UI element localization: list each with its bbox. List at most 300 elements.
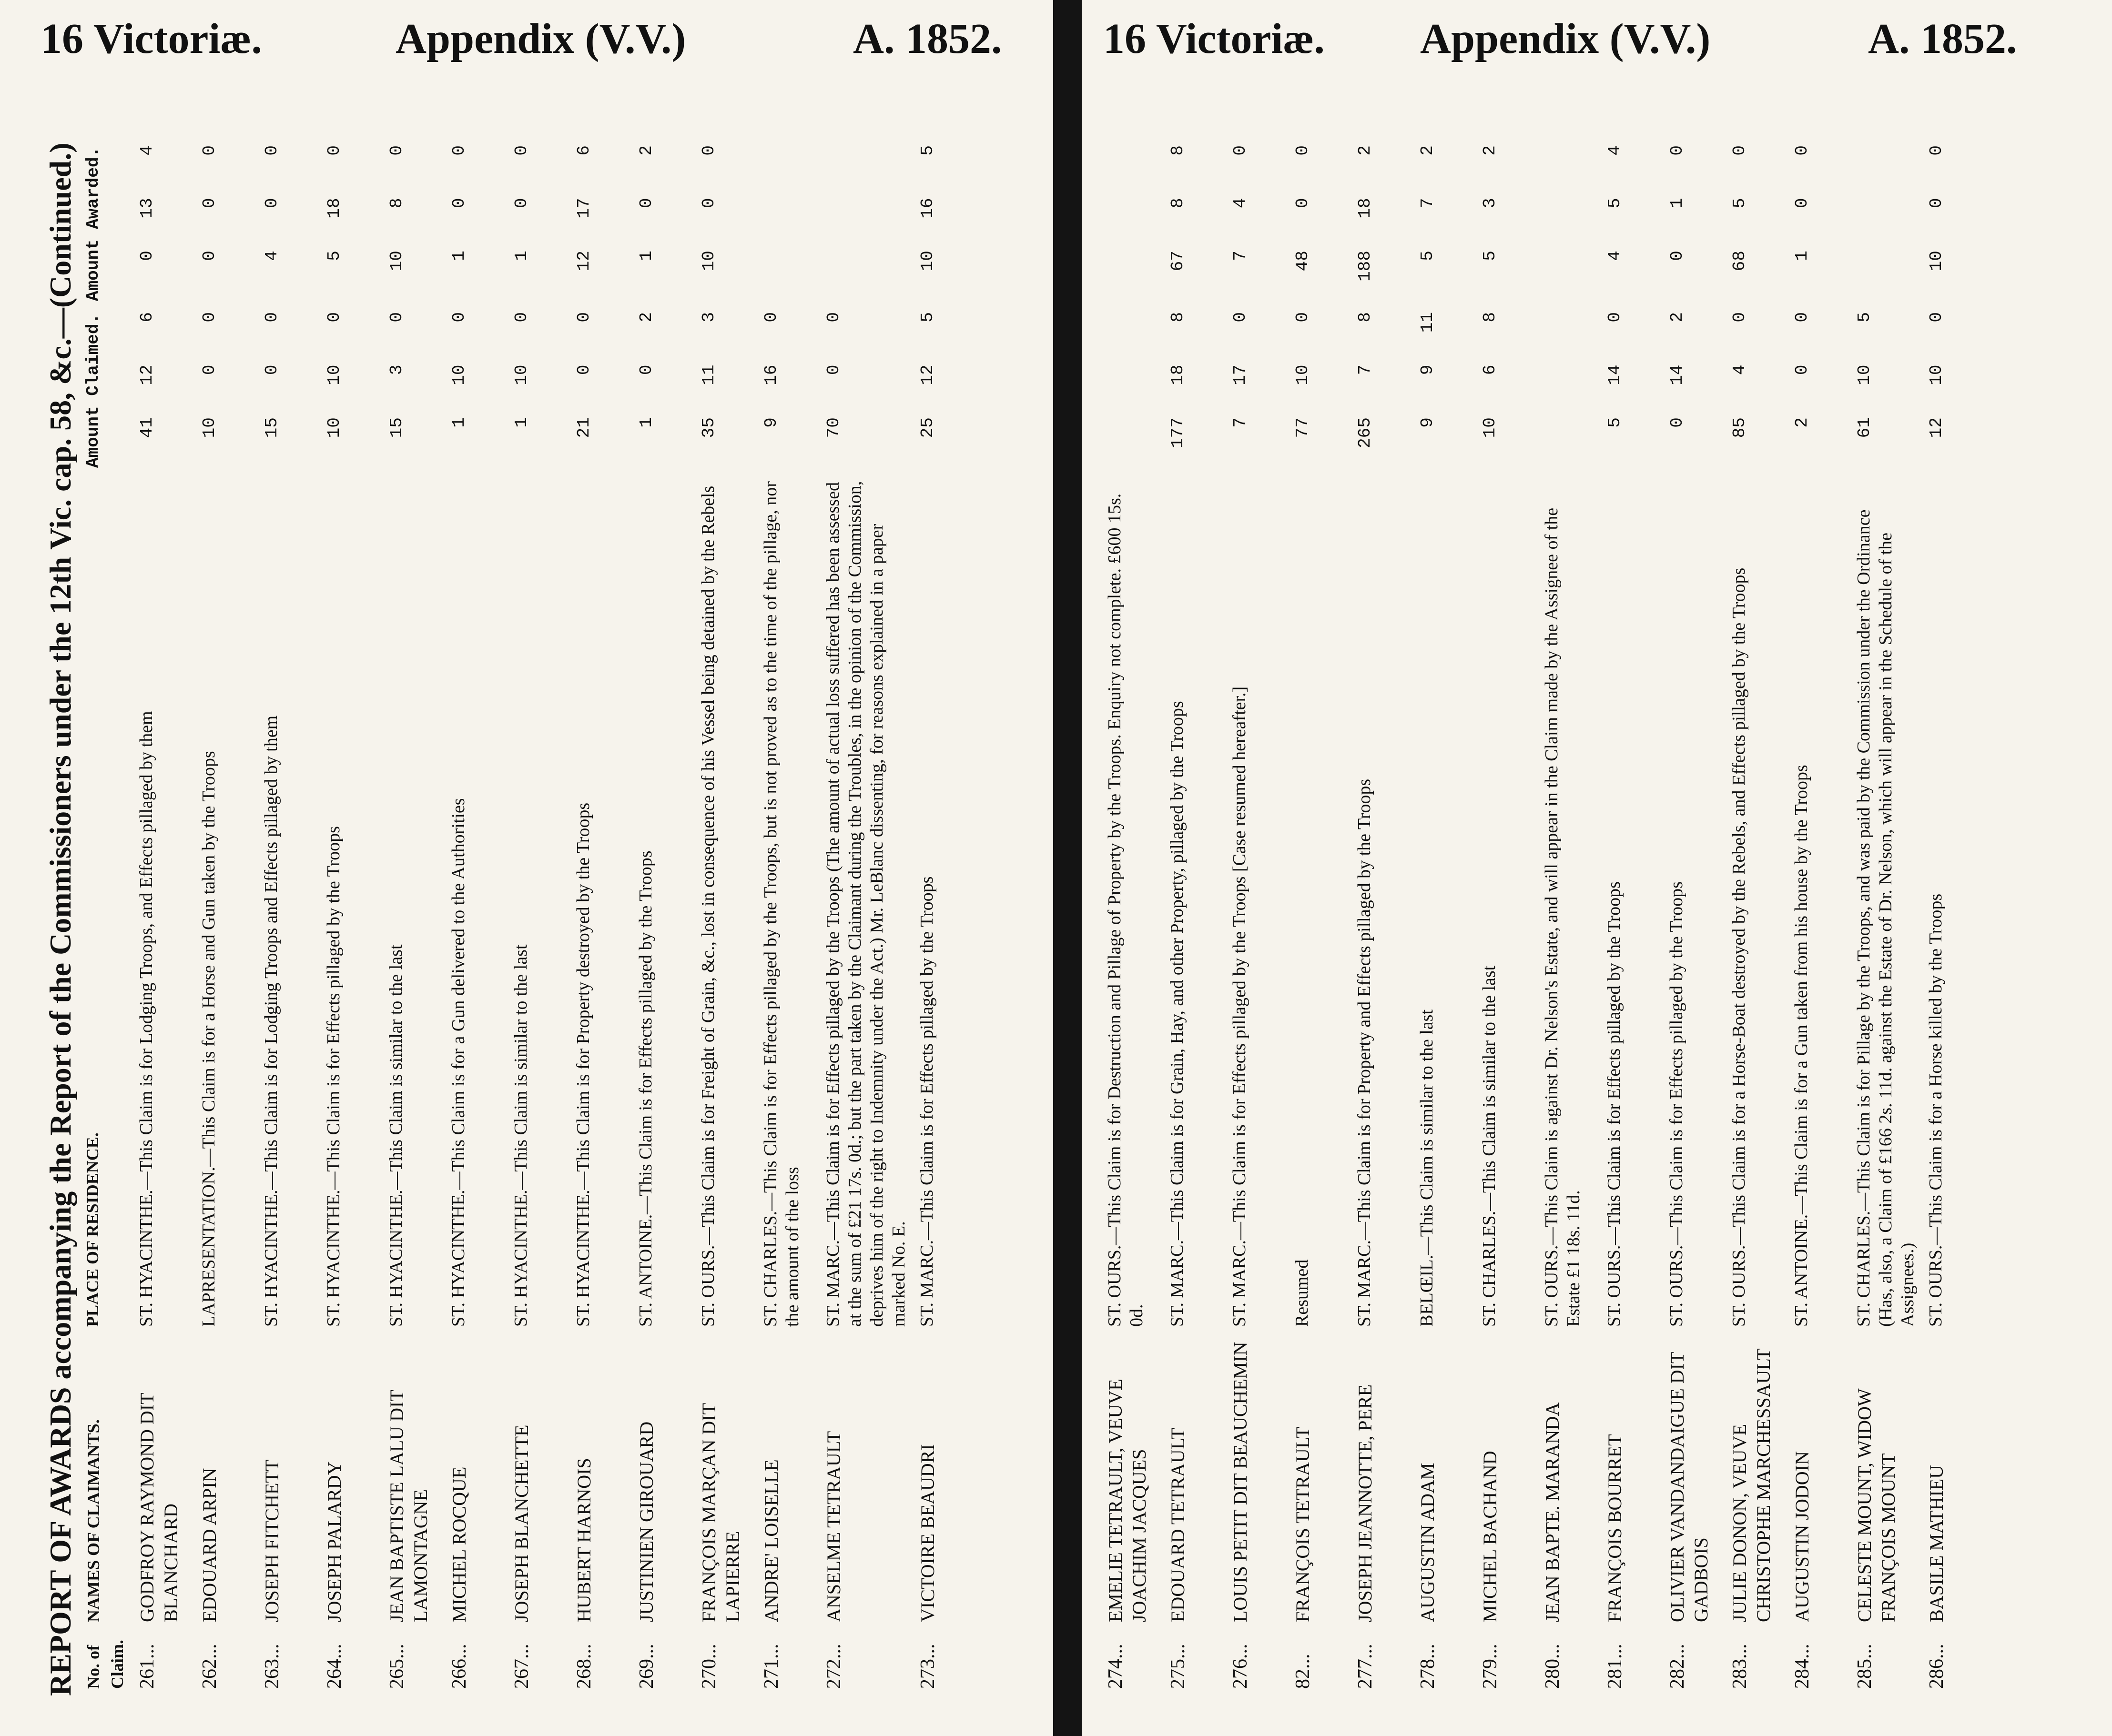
amount-awarded-pence: 0 — [1230, 145, 1250, 156]
amount-awarded — [1725, 141, 1755, 307]
amount-awarded — [132, 141, 162, 307]
amount-claimed-pounds: 41 — [137, 417, 157, 438]
right-header-left: 16 Victoriæ. — [1103, 15, 1325, 62]
amount-awarded — [1663, 141, 1692, 307]
claimant-name: EDOUARD ARPIN — [199, 1468, 220, 1622]
claimant-name: AUGUSTIN ADAM — [1417, 1463, 1438, 1622]
amount-claimed — [320, 307, 349, 474]
amount-awarded-pence: 8 — [1168, 145, 1188, 156]
amount-claimed-pounds: 2 — [1792, 417, 1812, 428]
table-row — [819, 136, 913, 1694]
claim-number: 266... — [448, 1644, 470, 1689]
claim-number: 286... — [1926, 1644, 1948, 1689]
amount-awarded-pence: 0 — [449, 145, 469, 156]
table-row — [1350, 136, 1413, 1694]
amount-claimed-pounds: 9 — [762, 417, 781, 428]
claim-description: ST. HYACINTHE.—This Claim is similar to the last — [511, 944, 531, 1327]
amount-claimed-pounds: 1 — [449, 417, 469, 428]
claimant-name: CELESTE MOUNT, WIDOW FRANÇOIS MOUNT — [1854, 1389, 1899, 1622]
claim-description: ST. HYACINTHE.—This Claim is for a Gun delivered to the Authorities — [448, 798, 468, 1327]
left-header-center: Appendix (V.V.) — [396, 15, 686, 62]
amount-awarded-pence: 2 — [1355, 145, 1375, 156]
amount-claimed — [1922, 307, 1951, 474]
claim-description: ST. HYACINTHE.—This Claim is for Lodging Troops, and Effects pillaged by them — [136, 711, 156, 1327]
claimant-name: JUSTINIEN GIROUARD — [636, 1421, 657, 1622]
amount-claimed — [1163, 307, 1193, 474]
claim-description: ST. HYACINTHE.—This Claim is for Lodging Troops and Effects pillaged by them — [261, 715, 281, 1327]
right-header-center: Appendix (V.V.) — [1420, 15, 1711, 62]
claim-number: 265... — [386, 1644, 408, 1689]
claimant-name: JOSEPH FITCHETT — [261, 1459, 283, 1622]
amount-awarded — [382, 141, 412, 307]
amount-claimed-pence: 3 — [699, 312, 719, 323]
table-row — [694, 136, 757, 1694]
amount-awarded-pounds: 12 — [574, 251, 594, 272]
amount-claimed — [1850, 307, 1879, 474]
table-row — [1725, 136, 1787, 1694]
amount-awarded-shillings: 18 — [1355, 198, 1375, 219]
amount-claimed-shillings: 0 — [824, 364, 843, 375]
claimant-name: AUGUSTIN JODOIN — [1791, 1451, 1813, 1622]
claim-description: Resumed — [1292, 1259, 1312, 1327]
amount-awarded-pence: 4 — [1605, 145, 1625, 156]
amount-claimed-pence: 0 — [1730, 312, 1749, 323]
claimant-name: EDOUARD TETRAULT — [1167, 1428, 1188, 1622]
claim-number: 279... — [1479, 1644, 1501, 1689]
amount-awarded-pence: 0 — [387, 145, 406, 156]
claim-number: 281... — [1604, 1644, 1626, 1689]
claim-description: ST. CHARLES.—This Claim is for Pillage by the Troops, and was paid by the Commission under the Ordinance (Has, also, a Claim of £166 2s. 11d. against the Estate of Dr. Nelson, which will appear in the Schedule of the Assignees.) — [1854, 509, 1918, 1327]
amount-claimed — [1288, 307, 1318, 474]
amount-claimed-pounds: 70 — [824, 417, 843, 438]
amount-awarded-shillings: 5 — [1730, 198, 1749, 209]
amount-claimed-shillings: 11 — [699, 364, 719, 385]
claim-description: ST. HYACINTHE.—This Claim is for Property destroyed by the Troops — [573, 802, 593, 1327]
amount-claimed-pence: 8 — [1168, 312, 1188, 323]
claimant-name: LOUIS PETIT DIT BEAUCHEMIN — [1229, 1342, 1251, 1622]
amount-claimed-shillings: 14 — [1667, 364, 1687, 385]
amount-awarded — [1475, 141, 1505, 307]
claimant-name: MICHEL BACHAND — [1479, 1451, 1501, 1622]
claim-description: ST. OURS.—This Claim is for Effects pillaged by the Troops — [1666, 881, 1686, 1327]
amount-claimed-shillings: 9 — [1418, 364, 1437, 375]
amount-claimed — [1725, 307, 1755, 474]
amount-awarded-pence: 0 — [699, 145, 719, 156]
amount-awarded-shillings: 0 — [1792, 198, 1812, 209]
table-row — [507, 136, 569, 1694]
amount-claimed-pence: 0 — [824, 312, 843, 323]
claimant-name: ANDRE' LOISELLE — [761, 1459, 782, 1622]
amount-claimed-shillings: 10 — [512, 364, 531, 385]
table-row — [757, 136, 819, 1694]
amount-awarded-pounds: 4 — [262, 251, 282, 261]
table-row — [1288, 136, 1350, 1694]
claim-number: 274... — [1105, 1644, 1127, 1689]
claim-number: 273... — [917, 1644, 939, 1689]
amount-awarded-pence: 4 — [137, 145, 157, 156]
amount-claimed-shillings: 12 — [137, 364, 157, 385]
amount-claimed-shillings: 0 — [574, 364, 594, 375]
claimant-name: JULIE DONON, VEUVE CHRISTOPHE MARCHESSAULT — [1729, 1348, 1774, 1622]
table-row — [1600, 136, 1663, 1694]
amount-claimed-shillings: 10 — [1927, 364, 1946, 385]
claim-description: ST. HYACINTHE.—This Claim is for Effects pillaged by the Troops — [324, 826, 344, 1327]
left-page — [0, 0, 1053, 1736]
amount-awarded-pounds: 5 — [1480, 251, 1500, 261]
table-row — [1413, 136, 1475, 1694]
right-header-right: A. 1852. — [1868, 15, 2017, 62]
amount-awarded-pence: 0 — [325, 145, 344, 156]
amount-claimed-pounds: 10 — [325, 417, 344, 438]
table-row — [195, 136, 257, 1694]
amount-claimed-shillings: 10 — [325, 364, 344, 385]
claim-description: BELŒIL.—This Claim is similar to the last — [1417, 1009, 1437, 1327]
amount-claimed-pounds: 9 — [1418, 417, 1437, 428]
claim-description: ST. MARC.—This Claim is for Grain, Hay, and other Property, pillaged by the Troops — [1167, 701, 1187, 1327]
col-claimed-header: Amount Claimed. — [83, 313, 103, 468]
amount-claimed-pence: 0 — [200, 312, 219, 323]
amount-claimed-pence: 0 — [1927, 312, 1946, 323]
amount-claimed — [195, 307, 224, 474]
amount-awarded-pence: 0 — [200, 145, 219, 156]
amount-awarded-pounds: 10 — [387, 251, 406, 272]
amount-awarded — [1922, 141, 1951, 307]
amount-claimed-shillings: 18 — [1168, 364, 1188, 385]
amount-awarded-pence: 0 — [1293, 145, 1312, 156]
amount-awarded — [1538, 141, 1543, 307]
amount-claimed — [1475, 307, 1505, 474]
claimant-name: ANSELME TETRAULT — [823, 1431, 844, 1622]
claimant-name: JEAN BAPTISTE LALU DIT LAMONTAGNE — [386, 1390, 431, 1622]
amount-awarded-shillings: 16 — [918, 198, 937, 219]
table-row — [1475, 136, 1538, 1694]
claimant-name: JEAN BAPTE. MARANDA — [1542, 1402, 1563, 1622]
amount-claimed-pence: 0 — [574, 312, 594, 323]
table-row — [1163, 136, 1226, 1694]
claim-number: 280... — [1542, 1644, 1564, 1689]
amount-claimed-pence: 0 — [387, 312, 406, 323]
left-awards-table — [79, 136, 1022, 1694]
amount-claimed-shillings: 3 — [387, 364, 406, 375]
claim-description: ST. MARC.—This Claim is for Effects pillaged by the Troops (The amount of actual loss suffered has been assessed at the sum of £21 17s. 0d.; but the part taken by the Claimant during the Troubles, in the opinion of the Commission, deprives him of the right to Indemnity under the Act.) Mr. LeBlanc dissenting, for reasons explained in a paper marked No. E. — [823, 481, 909, 1327]
amount-awarded-pounds: 5 — [1418, 251, 1437, 261]
amount-awarded-pence: 5 — [918, 145, 937, 156]
amount-awarded — [1101, 141, 1107, 307]
amount-claimed — [694, 307, 724, 474]
amount-awarded-pounds: 1 — [449, 251, 469, 261]
amount-awarded — [1288, 141, 1318, 307]
right-page — [1082, 0, 2112, 1736]
amount-claimed-pounds: 85 — [1730, 417, 1749, 438]
amount-awarded-shillings: 18 — [325, 198, 344, 219]
amount-claimed-pounds: 177 — [1168, 417, 1188, 448]
table-row — [320, 136, 382, 1694]
amount-claimed — [1350, 307, 1380, 474]
amount-claimed — [569, 307, 599, 474]
claimant-name: FRANÇOIS TETRAULT — [1292, 1426, 1313, 1622]
amount-claimed-pounds: 0 — [1667, 417, 1687, 428]
amount-claimed-pounds: 25 — [918, 417, 937, 438]
amount-claimed-pence: 0 — [325, 312, 344, 323]
amount-awarded — [913, 141, 943, 307]
amount-awarded-shillings: 13 — [137, 198, 157, 219]
left-header-left: 16 Victoriæ. — [41, 15, 262, 62]
claim-description: ST. CHARLES.—This Claim is for Effects pillaged by the Troops, but is not proved as to the time of the pillage, nor the amount of the loss — [761, 481, 802, 1327]
amount-claimed-shillings: 12 — [918, 364, 937, 385]
amount-awarded-pence: 0 — [512, 145, 531, 156]
amount-awarded-shillings: 0 — [637, 198, 656, 209]
amount-claimed-shillings: 10 — [449, 364, 469, 385]
amount-awarded-pounds: 67 — [1168, 251, 1188, 272]
amount-awarded-pence: 6 — [574, 145, 594, 156]
table-row — [1538, 136, 1600, 1694]
amount-claimed-shillings: 7 — [1355, 364, 1375, 375]
amount-awarded-pounds: 1 — [637, 251, 656, 261]
claim-number: 271... — [761, 1644, 782, 1689]
amount-claimed-pounds: 77 — [1293, 417, 1312, 438]
claimant-name: FRANÇOIS BOURRET — [1604, 1434, 1625, 1622]
claim-number: 262... — [199, 1644, 221, 1689]
amount-awarded-pounds: 7 — [1230, 251, 1250, 261]
amount-claimed — [1600, 307, 1630, 474]
amount-claimed-shillings: 16 — [762, 364, 781, 385]
amount-awarded-pounds: 4 — [1605, 251, 1625, 261]
claim-number: 282... — [1666, 1644, 1688, 1689]
amount-awarded-pounds: 5 — [325, 251, 344, 261]
amount-claimed — [1226, 307, 1255, 474]
amount-awarded-pounds: 0 — [137, 251, 157, 261]
claim-number: 275... — [1167, 1644, 1189, 1689]
amount-awarded — [757, 141, 762, 307]
amount-claimed-pence: 6 — [137, 312, 157, 323]
claim-number: 270... — [698, 1644, 720, 1689]
amount-claimed-shillings: 6 — [1480, 364, 1500, 375]
table-row — [1226, 136, 1288, 1694]
amount-awarded — [195, 141, 224, 307]
amount-claimed-pounds: 15 — [262, 417, 282, 438]
amount-awarded-shillings: 0 — [449, 198, 469, 209]
table-row — [1922, 136, 1984, 1694]
amount-claimed-shillings: 4 — [1730, 364, 1749, 375]
amount-awarded-shillings: 4 — [1230, 198, 1250, 209]
claim-description: LAPRESENTATION.—This Claim is for a Horse and Gun taken by the Troops — [199, 751, 219, 1327]
left-header-right: A. 1852. — [853, 15, 1002, 62]
table-row — [1850, 136, 1922, 1694]
amount-claimed-pence: 5 — [1855, 312, 1874, 323]
left-rows — [132, 136, 975, 1694]
amount-awarded-pounds: 1 — [1792, 251, 1812, 261]
amount-awarded-pounds: 10 — [1927, 251, 1946, 272]
table-row — [913, 136, 975, 1694]
claim-number: 261... — [136, 1644, 158, 1689]
amount-claimed-shillings: 0 — [200, 364, 219, 375]
col-name-header: NAMES OF CLAIMANTS. — [84, 1419, 103, 1622]
amount-claimed-pence: 8 — [1355, 312, 1375, 323]
amount-claimed — [1413, 307, 1442, 474]
amount-awarded-shillings: 0 — [699, 198, 719, 209]
amount-claimed-pence: 0 — [1792, 312, 1812, 323]
table-row — [1787, 136, 1850, 1694]
table-row — [1101, 136, 1163, 1694]
amount-awarded-pence: 0 — [1927, 145, 1946, 156]
amount-awarded-shillings: 3 — [1480, 198, 1500, 209]
amount-claimed-pence: 0 — [262, 312, 282, 323]
claim-description: ST. CHARLES.—This Claim is similar to the last — [1479, 965, 1499, 1327]
report-title: REPORT OF AWARDS accompanying the Report of the Commissioners under the 12th Vic. cap. 58, &c.—(Continued.) — [43, 142, 77, 1696]
claim-description: ST. HYACINTHE.—This Claim is similar to the last — [386, 944, 406, 1327]
amount-awarded-pence: 2 — [1418, 145, 1437, 156]
table-row — [1663, 136, 1725, 1694]
claim-number: 283... — [1729, 1644, 1751, 1689]
table-row — [632, 136, 694, 1694]
amount-claimed-pence: 0 — [1293, 312, 1312, 323]
amount-awarded-pounds: 0 — [1667, 251, 1687, 261]
amount-claimed — [382, 307, 412, 474]
claim-description: ST. OURS.—This Claim is for Freight of Grain, &c., lost in consequence of his Vessel being detained by the Rebels — [698, 485, 718, 1327]
claim-number: 276... — [1229, 1644, 1251, 1689]
amount-awarded-shillings: 0 — [200, 198, 219, 209]
claimant-name: EMELIE TETRAULT, VEUVE JOACHIM JACQUES — [1105, 1379, 1150, 1622]
amount-claimed-pounds: 21 — [574, 417, 594, 438]
claimant-name: JOSEPH JEANNOTTE, PERE — [1354, 1384, 1376, 1622]
claimant-name: JOSEPH PALARDY — [324, 1461, 345, 1622]
amount-awarded-pence: 0 — [1792, 145, 1812, 156]
claim-description: ST. OURS.—This Claim is for Destruction and Pillage of Property by the Troops. Enquiry not complete. £600 15s. 0d. — [1105, 493, 1147, 1327]
amount-awarded-shillings: 0 — [262, 198, 282, 209]
claim-description: ST. MARC.—This Claim is for Property and Effects pillaged by the Troops — [1354, 778, 1374, 1327]
amount-claimed — [132, 307, 162, 474]
amount-claimed — [913, 307, 943, 474]
claim-description: ST. OURS.—This Claim is against Dr. Nelson's Estate, and will appear in the Claim made by the Assignee of the Estate £1 18s. 11d. — [1542, 507, 1584, 1327]
amount-claimed-pounds: 15 — [387, 417, 406, 438]
amount-claimed — [819, 307, 849, 474]
amount-claimed — [1538, 307, 1543, 474]
claim-number: 284... — [1791, 1644, 1813, 1689]
amount-awarded-shillings: 5 — [1605, 198, 1625, 209]
amount-awarded-shillings: 7 — [1418, 198, 1437, 209]
amount-claimed-pence: 11 — [1418, 312, 1437, 333]
claim-number: 264... — [324, 1644, 345, 1689]
amount-claimed-pence: 0 — [1230, 312, 1250, 323]
amount-claimed-pence: 0 — [1605, 312, 1625, 323]
amount-awarded — [257, 141, 287, 307]
amount-awarded-shillings: 0 — [1927, 198, 1946, 209]
amount-awarded — [1350, 141, 1380, 307]
amount-claimed — [757, 307, 786, 474]
amount-awarded-pounds: 0 — [200, 251, 219, 261]
right-rows — [1101, 136, 1984, 1694]
amount-awarded-pence: 2 — [1480, 145, 1500, 156]
claim-number: 269... — [636, 1644, 658, 1689]
amount-claimed — [1101, 307, 1107, 474]
amount-claimed-pounds: 10 — [200, 417, 219, 438]
amount-claimed-shillings: 17 — [1230, 364, 1250, 385]
table-header — [79, 136, 132, 1694]
amount-awarded — [1163, 141, 1193, 307]
amount-awarded — [632, 141, 661, 307]
amount-awarded-shillings: 0 — [512, 198, 531, 209]
amount-claimed-shillings: 10 — [1293, 364, 1312, 385]
amount-claimed-pounds: 265 — [1355, 417, 1375, 448]
amount-claimed-pence: 8 — [1480, 312, 1500, 323]
claim-number: 277... — [1354, 1644, 1376, 1689]
amount-claimed — [632, 307, 661, 474]
amount-awarded — [445, 141, 474, 307]
claim-description: ST. OURS.—This Claim is for a Horse killed by the Troops — [1926, 893, 1946, 1327]
claimant-name: OLIVIER VANDANDAIGUE DIT GADBOIS — [1666, 1352, 1712, 1622]
table-row — [569, 136, 632, 1694]
amount-awarded-shillings: 17 — [574, 198, 594, 219]
right-awards-table — [1101, 136, 2044, 1694]
amount-claimed-pence: 0 — [449, 312, 469, 323]
amount-awarded — [569, 141, 599, 307]
amount-awarded-pounds: 10 — [918, 251, 937, 272]
amount-awarded-pence: 0 — [262, 145, 282, 156]
col-no-header: No. of Claim. — [84, 1640, 127, 1689]
claim-description: ST. OURS.—This Claim is for Effects pillaged by the Troops — [1604, 881, 1624, 1327]
claim-number: 272... — [823, 1644, 845, 1689]
amount-awarded-shillings: 0 — [1293, 198, 1312, 209]
amount-claimed — [1663, 307, 1692, 474]
amount-claimed-pounds: 1 — [512, 417, 531, 428]
amount-awarded — [694, 141, 724, 307]
amount-claimed — [1787, 307, 1817, 474]
amount-awarded — [1413, 141, 1442, 307]
table-row — [445, 136, 507, 1694]
amount-claimed-shillings: 0 — [1792, 364, 1812, 375]
amount-claimed-pounds: 1 — [637, 417, 656, 428]
amount-claimed — [507, 307, 537, 474]
claim-description: ST. ANTOINE.—This Claim is for a Gun taken from his house by the Troops — [1791, 765, 1811, 1327]
amount-claimed-shillings: 0 — [637, 364, 656, 375]
claim-description: ST. MARC.—This Claim is for Effects pillaged by the Troops [Case resumed hereafter.] — [1229, 686, 1249, 1327]
amount-awarded — [1850, 141, 1856, 307]
amount-claimed-shillings: 14 — [1605, 364, 1625, 385]
claimant-name: FRANÇOIS MARÇAN DIT LAPIERRE — [698, 1403, 743, 1622]
amount-awarded-pounds: 68 — [1730, 251, 1749, 272]
amount-claimed-shillings: 0 — [262, 364, 282, 375]
amount-awarded-shillings: 1 — [1667, 198, 1687, 209]
amount-claimed-pence: 2 — [637, 312, 656, 323]
claim-description: ST. MARC.—This Claim is for Effects pillaged by the Troops — [917, 876, 937, 1327]
claim-number: 268... — [573, 1644, 595, 1689]
amount-awarded — [320, 141, 349, 307]
amount-awarded-pounds: 188 — [1355, 251, 1375, 282]
amount-awarded-shillings: 8 — [1168, 198, 1188, 209]
amount-awarded-pence: 0 — [1730, 145, 1749, 156]
claimant-name: MICHEL ROCQUE — [448, 1466, 470, 1622]
claimant-name: GODFROY RAYMOND DIT BLANCHARD — [136, 1393, 182, 1622]
amount-claimed-shillings: 10 — [1855, 364, 1874, 385]
claim-number: 82... — [1292, 1654, 1314, 1689]
amount-awarded-pounds: 10 — [699, 251, 719, 272]
amount-claimed-pence: 5 — [918, 312, 937, 323]
amount-claimed-pence: 0 — [512, 312, 531, 323]
table-row — [382, 136, 445, 1694]
page-gutter — [1053, 0, 1082, 1736]
claim-number: 267... — [511, 1644, 533, 1689]
amount-awarded-pounds: 1 — [512, 251, 531, 261]
claimant-name: JOSEPH BLANCHETTE — [511, 1424, 532, 1622]
col-place-header: PLACE OF RESIDENCE. — [83, 1132, 102, 1327]
amount-claimed-pounds: 12 — [1927, 417, 1946, 438]
amount-claimed-pence: 2 — [1667, 312, 1687, 323]
amount-claimed-pence: 0 — [762, 312, 781, 323]
amount-claimed-pounds: 7 — [1230, 417, 1250, 428]
claimant-name: VICTOIRE BEAUDRI — [917, 1444, 938, 1622]
amount-awarded-pounds: 48 — [1293, 251, 1312, 272]
amount-claimed — [445, 307, 474, 474]
